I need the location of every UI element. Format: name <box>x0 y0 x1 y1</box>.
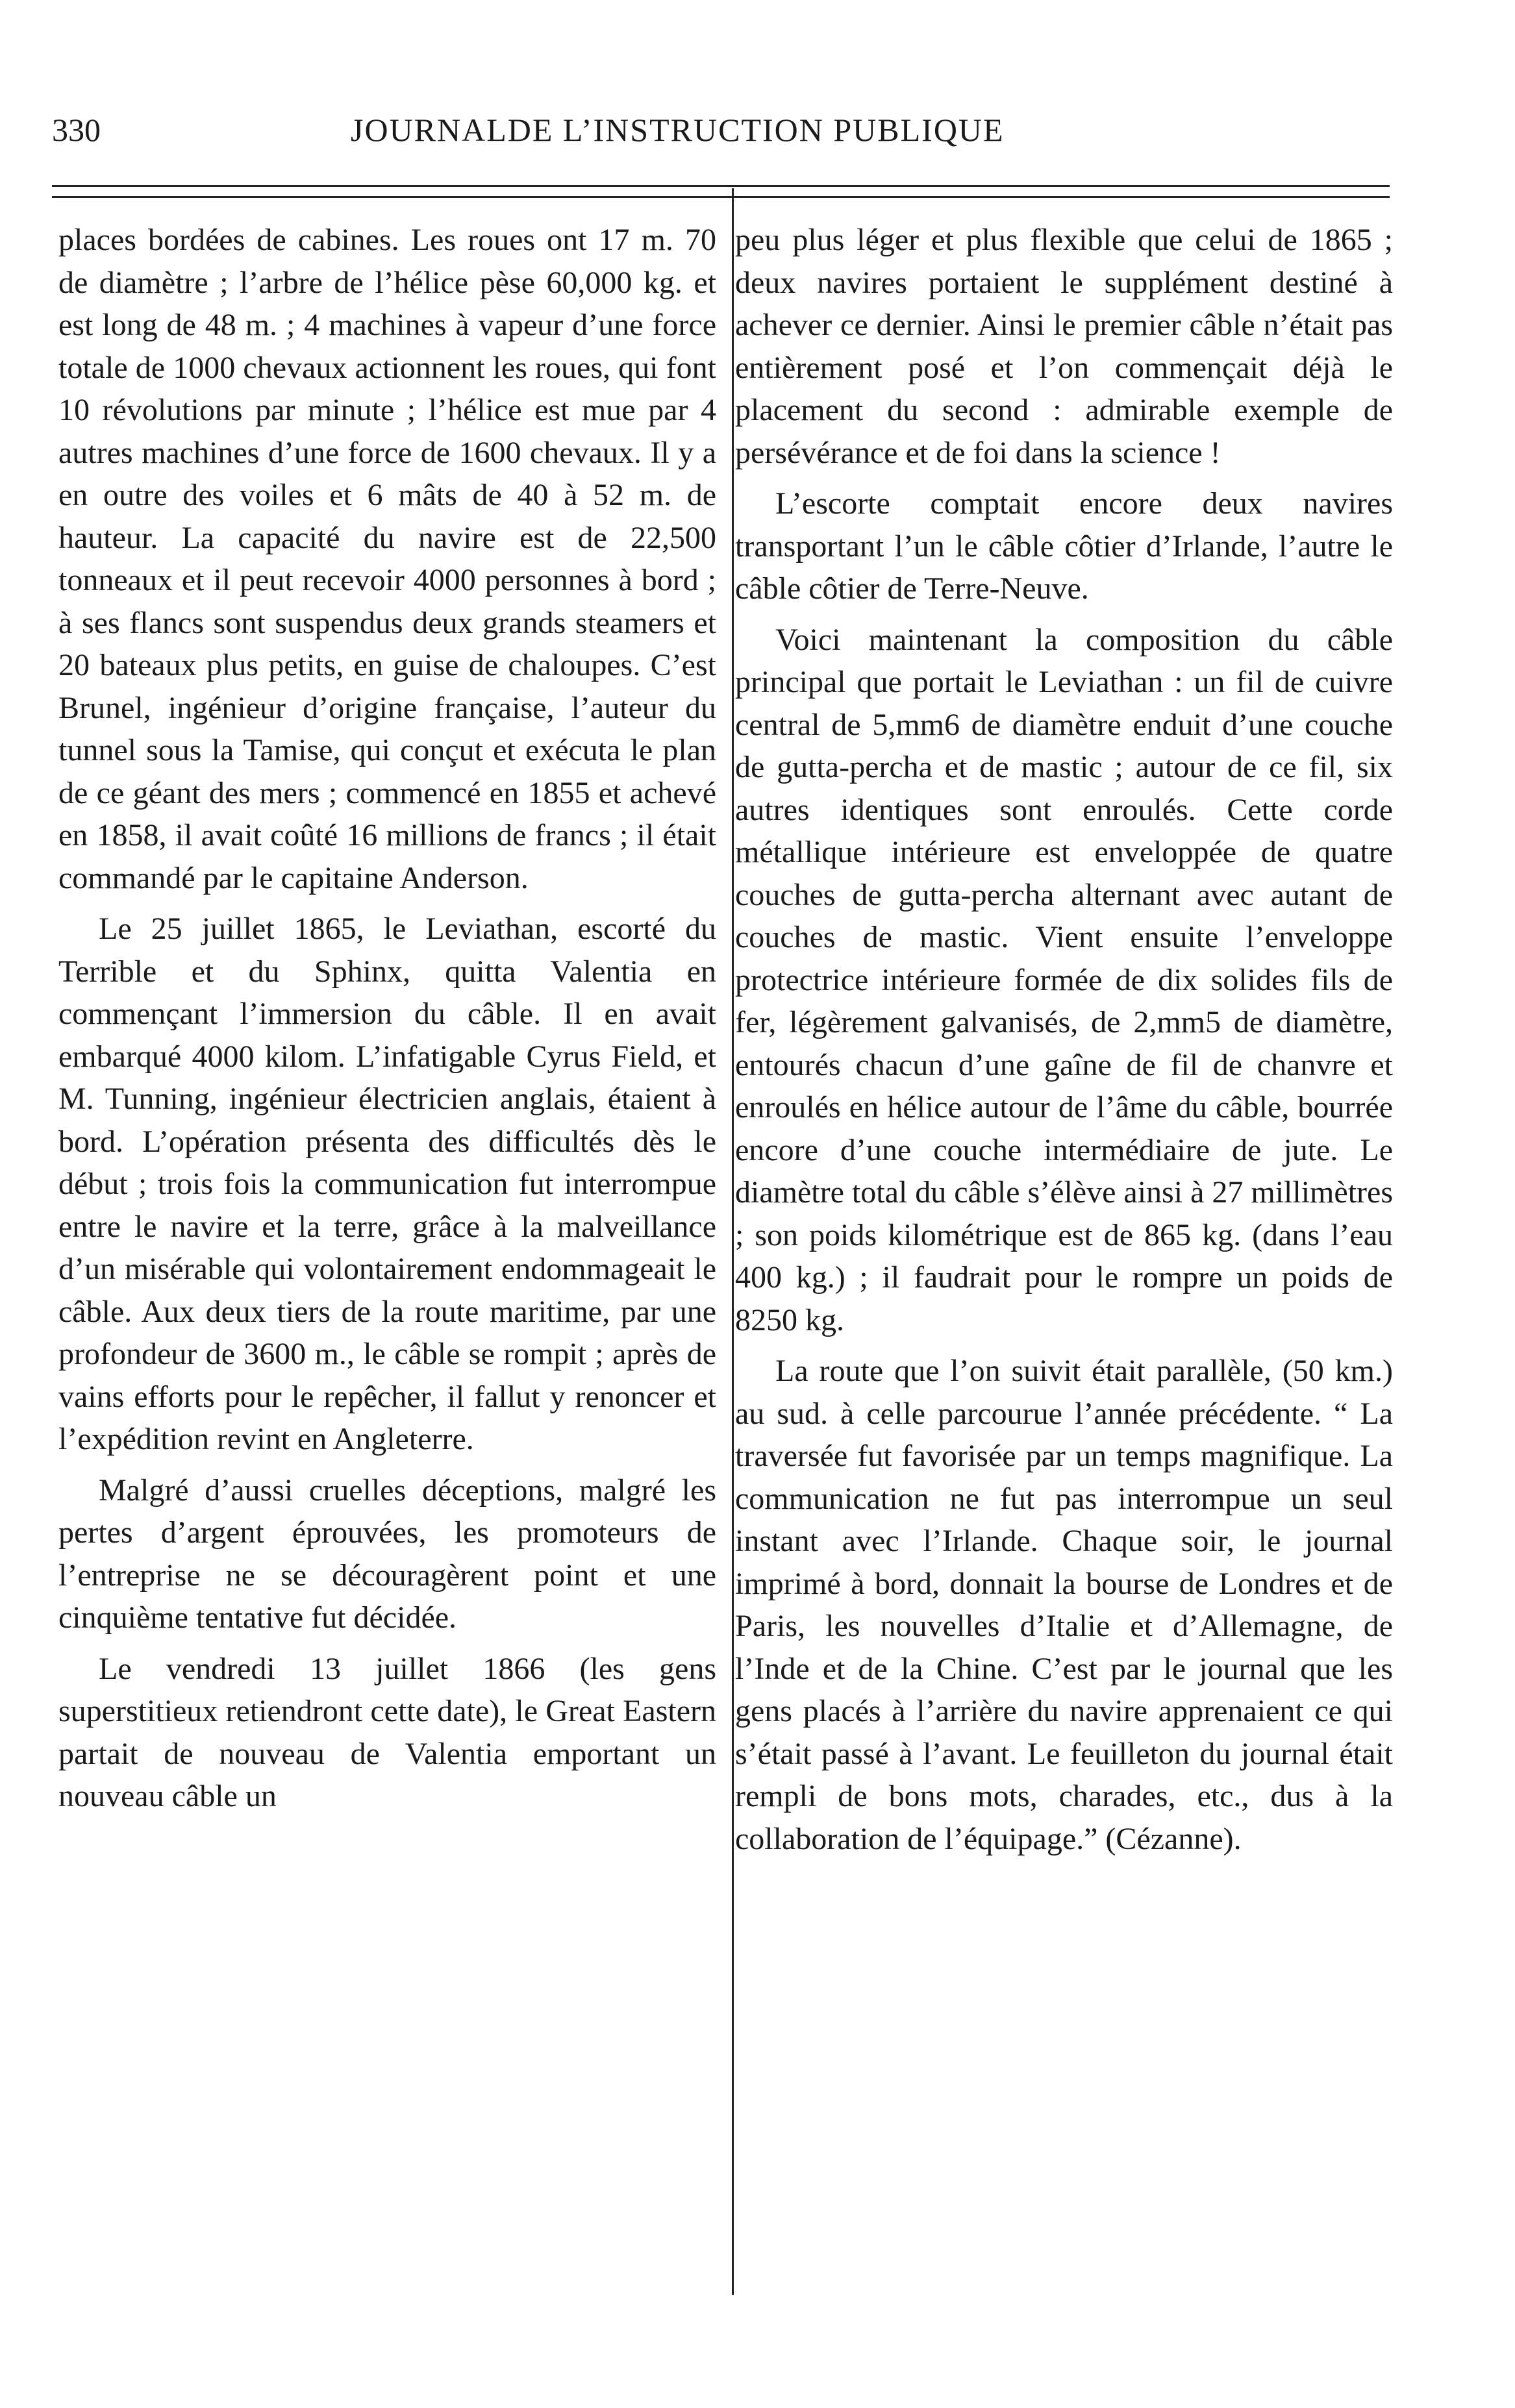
paragraph-leviathan-description: places bordées de cabines. Les roues ont 17 m. 70 de diamètre ; l’arbre de l’hélice pèse 60,000 kg. et est long de 48 m. ; 4 machines à vapeur d’une force totale de 1000 chevaux actionnent les roues, qui font 10 révolutions par minute ; l’hélice est mue par 4 autres machines d’une force de 1600 chevaux. Il y a en outre des voiles et 6 mâts de 40 à 52 m. de hauteur. La capacité du navire est de 22,500 tonneaux et il peut recevoir 4000 personnes à bord ; à ses flancs sont suspendus deux grands steamers et 20 bateaux plus petits, en guise de chaloupes. C’est Brunel, ingénieur d’origine française, l’auteur du tunnel sous la Tamise, qui conçut et exécuta le plan de ce géant des mers ; commencé en 1855 et achevé en 1858, il avait coûté 16 millions de francs ; il était commandé par le capitaine Anderson. <box>58 223 716 895</box>
running-head <box>52 104 1403 156</box>
paragraph-cable-composition: Voici maintenant la composition du câble principal que portait le Leviathan : un fil de cuivre central de 5,mm6 de diamètre enduit d’une couche de gutta-percha et de mastic ; autour de ce fil, six autres identiques sont enroulés. Cette corde métallique intérieure est enveloppée de quatre couches de gutta-percha alternant avec autant de couches de mastic. Vient ensuite l’enveloppe protectrice intérieure formée de dix solides fils de fer, légèrement galvanisés, de 2,mm5 de diamètre, entourés chacun d’une gaîne de fil de chanvre et enroulés en hélice autour de l’âme du câble, bourrée encore d’une couche intermédiaire de jute. Le diamètre total du câble s’élève ainsi à 27 millimètres ; son poids kilométrique est de 865 kg. (dans l’eau 400 kg.) ; il faudrait pour le rompre un poids de 8250 kg. <box>735 622 1393 1337</box>
paragraph-1865-expedition: Le 25 juillet 1865, le Leviathan, escorté du Terrible et du Sphinx, quitta Valentia en commençant l’immersion du câble. Il en avait embarqué 4000 kilom. L’infatigable Cyrus Field, et M. Tunning, ingénieur électricien anglais, étaient à bord. L’opération présenta des difficultés dès le début ; trois fois la communication fut interrompue entre le navire et la terre, grâce à la malveillance d’un misérable qui volontairement endommageait le câble. Aux deux tiers de la route maritime, par une profondeur de 3600 m., le câble se rompit ; après de vains efforts pour le repêcher, il fallut y renoncer et l’expédition revint en Angleterre. <box>58 912 716 1456</box>
right-column <box>735 219 1393 1860</box>
header-rule-bottom <box>52 196 1390 198</box>
paragraph-cable-lighter: peu plus léger et plus flexible que celui de 1865 ; deux navires portaient le supplément destiné à achever ce dernier. Ainsi le premier câble n’était pas entièrement posé et l’on commençait déjà le placement du second : admirable exemple de persévérance et de foi dans la science ! <box>735 223 1393 470</box>
header-rule-top <box>52 185 1390 187</box>
journal-title: JOURNALDE L’INSTRUCTION PUBLIQUE <box>351 112 1005 148</box>
paragraph-escort: L’escorte comptait encore deux navires transportant l’un le câble côtier d’Irlande, l’autre le câble côtier de Terre-Neuve. <box>735 486 1393 606</box>
left-column <box>58 219 716 1818</box>
column-divider <box>732 188 734 2295</box>
paragraph-route: La route que l’on suivit était parallèle, (50 km.) au sud. à celle parcourue l’année précédente. “ La traversée fut favorisée par un temps magnifique. La communication ne fut pas interrompue un seul instant avec l’Irlande. Chaque soir, le journal imprimé à bord, donnait la bourse de Londres et de Paris, les nouvelles d’Italie et d’Allemagne, de l’Inde et de la Chine. C’est par le journal que les gens placés à l’arrière du navire apprenaient ce qui s’était passé à l’avant. Le feuilleton du journal était rempli de bons mots, charades, etc., dus à la collaboration de l’équipage.” (Cézanne). <box>735 1354 1393 1856</box>
paragraph-fifth-attempt: Malgré d’aussi cruelles déceptions, malgré les pertes d’argent éprouvées, les promoteurs de l’entreprise ne se découragèrent point et une cinquième tentative fut décidée. <box>58 1472 716 1635</box>
paragraph-1866-departure: Le vendredi 13 juillet 1866 (les gens superstitieux retiendront cette date), le Great Eastern partait de nouveau de Valentia emportant un nouveau câble un <box>58 1651 716 1813</box>
page-number: 330 <box>52 112 101 148</box>
